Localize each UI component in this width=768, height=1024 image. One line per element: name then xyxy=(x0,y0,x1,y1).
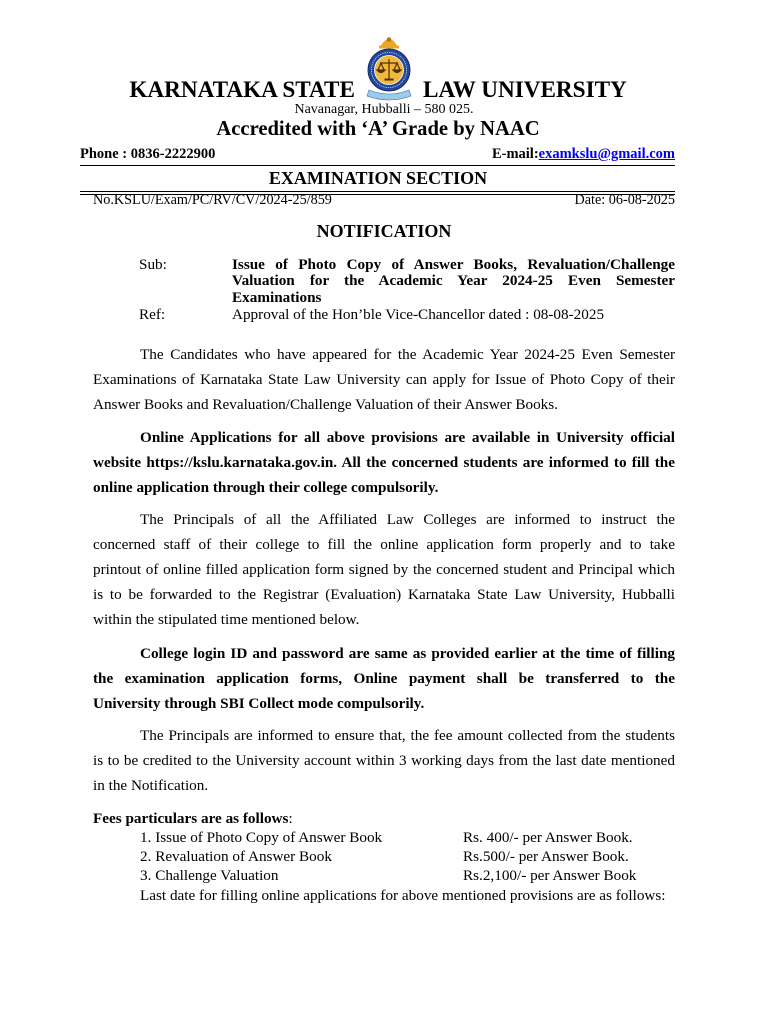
page-title: NOTIFICATION xyxy=(316,221,452,242)
fees-section xyxy=(93,809,675,905)
fees-heading xyxy=(93,809,675,828)
paragraph-fee-credit xyxy=(93,723,675,799)
paragraph-line: The Candidates who have appeared for the Academic Year 2024-25 Even Semester xyxy=(140,345,675,363)
paragraph-line: the examination application forms, Online payment shall be transferred to the xyxy=(93,669,675,687)
email-contact xyxy=(492,145,675,163)
paragraph-principals-instruction xyxy=(93,507,675,633)
paragraph-line: is to be credited to the University account within 3 working days from the last date mentioned xyxy=(93,751,675,769)
scales-base xyxy=(385,79,394,81)
paragraph-line: printout of online filled application form signed by the concerned student and Principal which xyxy=(93,560,675,578)
university-emblem xyxy=(366,32,412,104)
email-link[interactable]: examkslu@gmail.com xyxy=(538,146,675,162)
university-name-right: LAW UNIVERSITY xyxy=(423,77,627,103)
paragraph-line: Online Applications for all above provisions are available in University official xyxy=(140,428,675,446)
logo-crest-base xyxy=(379,46,399,49)
university-address: Navanagar, Hubballi – 580 025. xyxy=(294,101,474,117)
fee-item xyxy=(93,847,675,866)
paragraph-line: is to be forwarded to the Registrar (Evaluation) Karnataka State Law University, Hubballi xyxy=(93,586,675,604)
paragraph-line: The Principals are informed to ensure that, the fee amount collected from the students xyxy=(140,726,675,744)
notification-date: Date: 06-08-2025 xyxy=(574,192,675,208)
fee-item xyxy=(93,866,675,885)
phone-number: Phone : 0836-2222900 xyxy=(80,146,216,162)
paragraph-line: Answer Books and Revaluation/Challenge Valuation of their Answer Books. xyxy=(93,395,558,413)
paragraph-line: concerned staff of their college to fill the online application form properly and to take xyxy=(93,535,675,553)
fee-item-label: 2. Revaluation of Answer Book xyxy=(140,848,332,865)
paragraph-online-applications xyxy=(93,425,675,501)
paragraph-line: Examinations of Karnataka State Law University can apply for Issue of Photo Copy of their xyxy=(93,370,675,388)
last-date-note: Last date for filling online applications for above mentioned provisions are as follows: xyxy=(140,886,666,904)
university-logo xyxy=(366,32,412,104)
subject-label: Sub: xyxy=(139,255,167,273)
accreditation-line: Accredited with ‘A’ Grade by NAAC xyxy=(216,118,540,140)
fee-item-amount: Rs.500/- per Answer Book. xyxy=(463,848,629,865)
subject-line: Valuation for the Academic Year 2024-25 Even Semester xyxy=(232,272,675,290)
fee-item-amount: Rs. 400/- per Answer Book. xyxy=(463,828,633,846)
paragraph-line: The Principals of all the Affiliated Law Colleges are informed to instruct the xyxy=(140,510,675,528)
fees-heading-colon: : xyxy=(288,809,293,827)
reference-label: Ref: xyxy=(139,305,166,323)
paragraph-line: within the stipulated time mentioned below. xyxy=(93,611,360,629)
email-label: E-mail: xyxy=(491,146,539,162)
paragraph-line: in the Notification. xyxy=(93,776,209,794)
paragraph-line: College login ID and password are same as provided earlier at the time of filling xyxy=(140,644,675,662)
reference-text: Approval of the Hon’ble Vice-Chancellor dated : 08-08-2025 xyxy=(232,305,605,323)
section-heading: EXAMINATION SECTION xyxy=(268,168,488,189)
paragraph-line: University through SBI Collect mode compulsorily. xyxy=(93,694,425,712)
fee-item-amount: Rs.2,100/- per Answer Book xyxy=(463,867,637,885)
paragraph-line: online application through their college compulsorily. xyxy=(93,478,439,496)
paragraph-line: website https://kslu.karnataka.gov.in. All the concerned students are informed to fill the xyxy=(93,453,675,471)
reference-number: No.KSLU/Exam/PC/RV/CV/2024-25/859 xyxy=(93,192,332,208)
subject-line: Examinations xyxy=(232,288,322,306)
fee-item-label: 1. Issue of Photo Copy of Answer Book xyxy=(140,828,383,846)
fee-item xyxy=(93,828,675,847)
paragraph-login-payment xyxy=(93,641,675,717)
fee-item-label: 3. Challenge Valuation xyxy=(140,867,279,885)
subject-line: Issue of Photo Copy of Answer Books, Revaluation/Challenge xyxy=(232,255,675,273)
last-date-note-row xyxy=(93,886,675,905)
logo-crest-jewel xyxy=(387,37,391,41)
university-name-left: KARNATAKA STATE xyxy=(129,77,355,103)
subject-text xyxy=(232,257,675,307)
header-divider xyxy=(80,165,675,166)
paragraph-eligibility xyxy=(93,342,675,418)
fees-heading-text: Fees particulars are as follows xyxy=(93,809,289,827)
